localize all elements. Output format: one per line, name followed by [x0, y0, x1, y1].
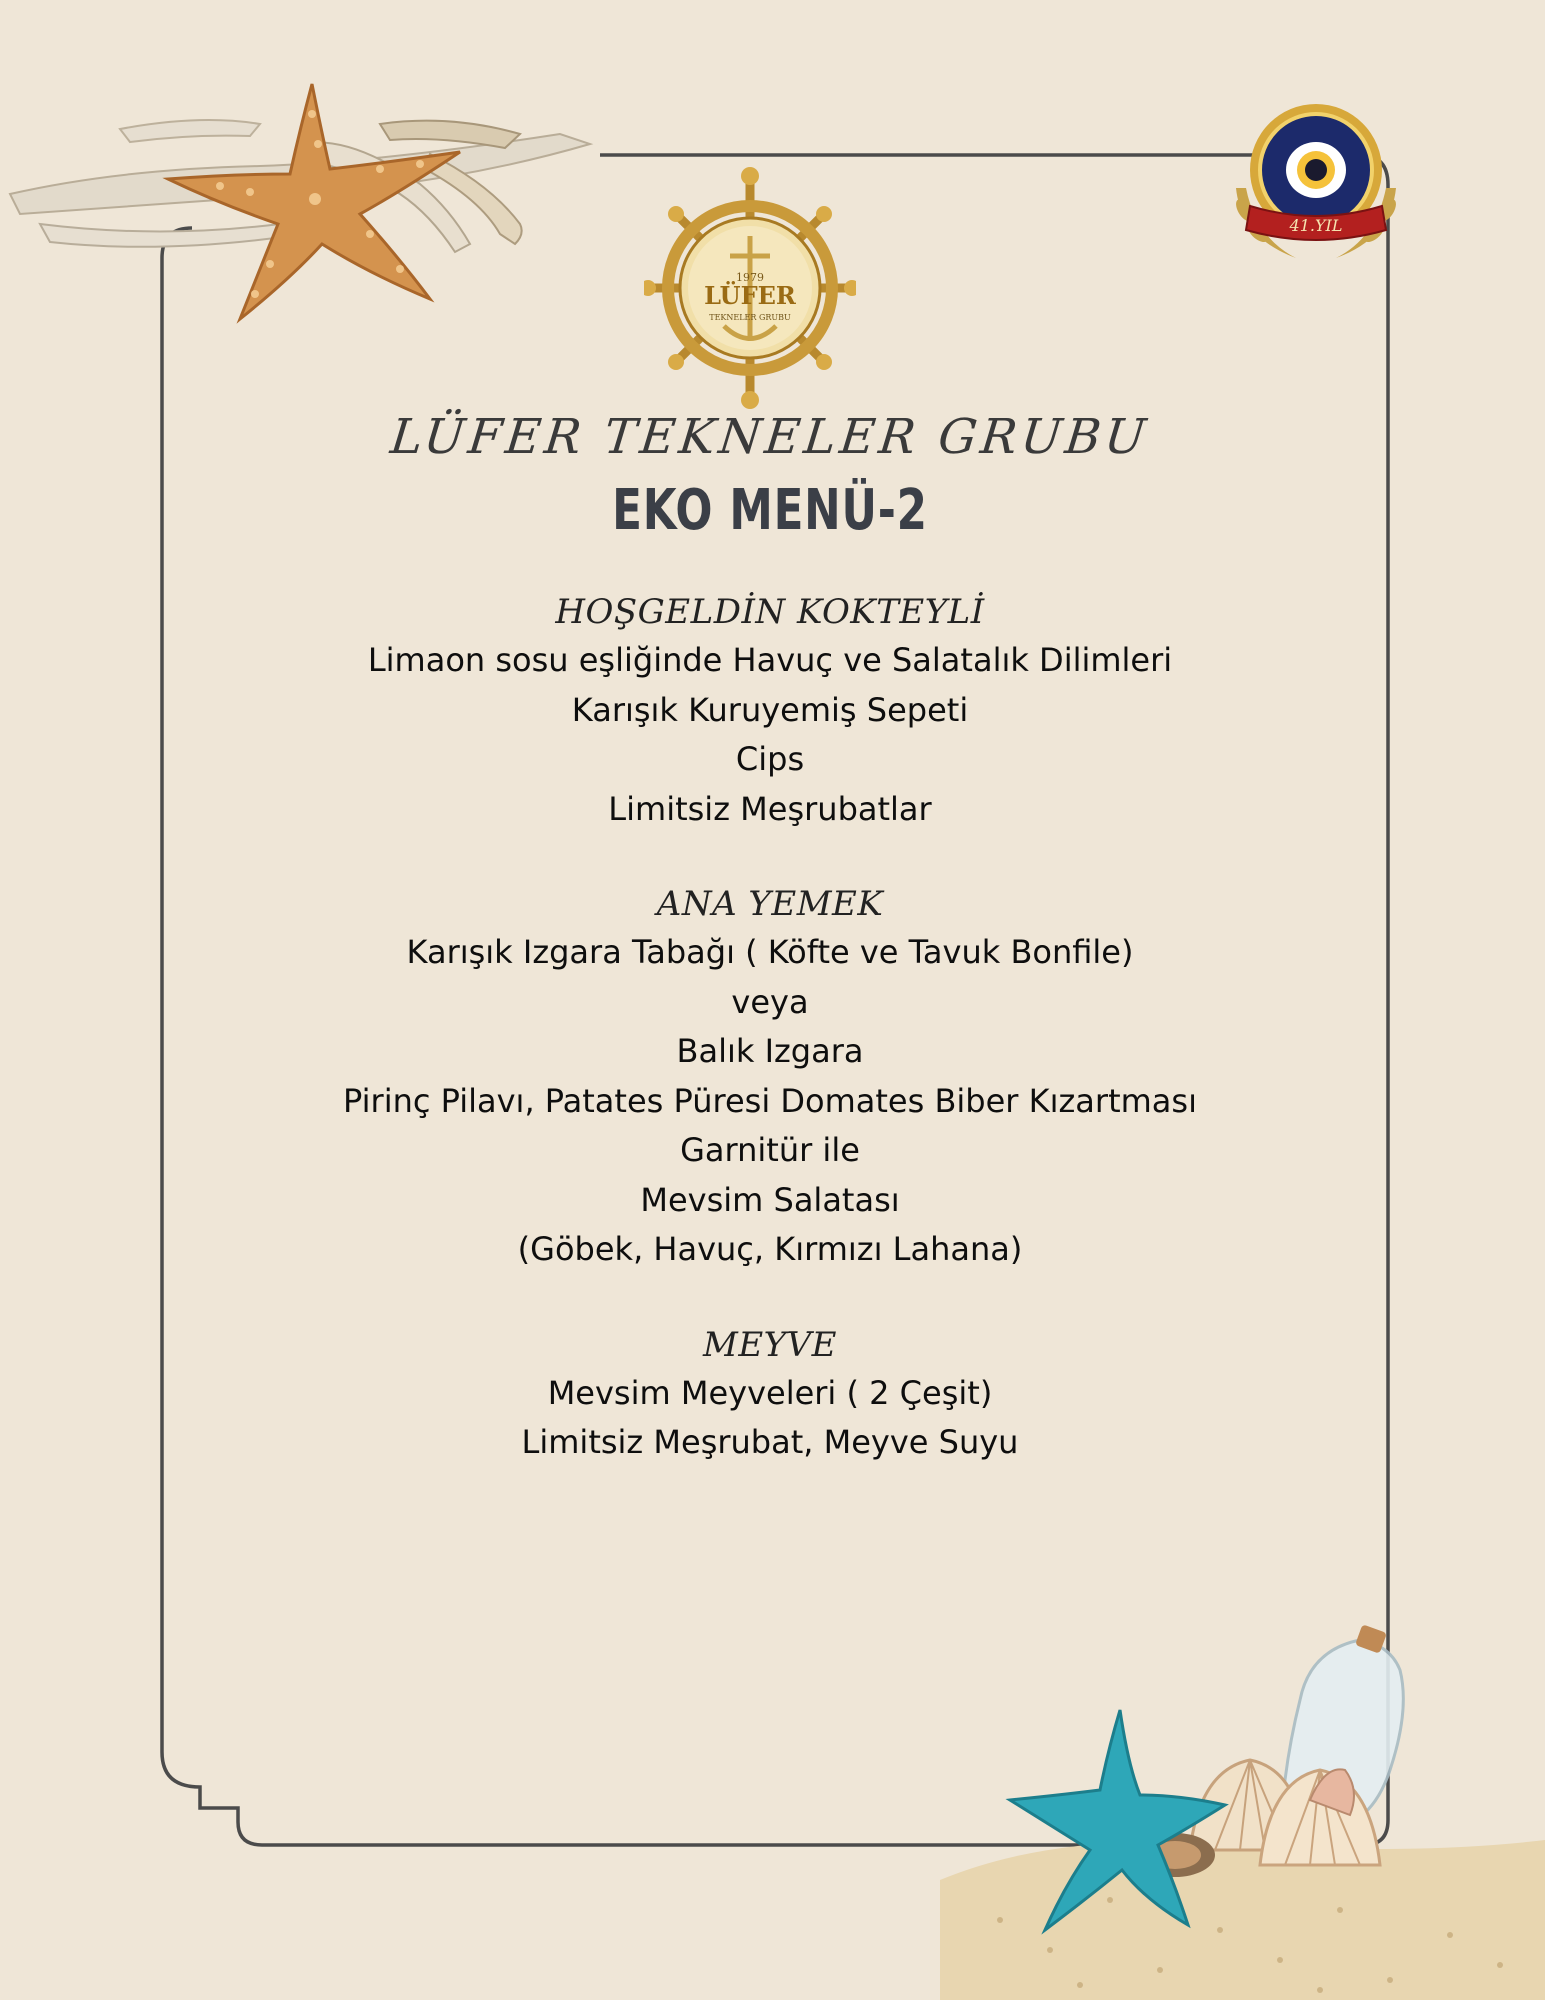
logo-subtitle: TEKNELER GRUBU: [709, 313, 791, 322]
starfish-driftwood-decoration: [0, 74, 620, 324]
menu-item: Mevsim Meyveleri ( 2 Çeşit): [547, 1373, 993, 1412]
menu-item: Garnitür ile: [680, 1131, 860, 1169]
section-fruit: [200, 1321, 1340, 1468]
menu-item: Limaon sosu eşliğinde Havuç ve Salatalık Dilimleri: [367, 641, 1173, 679]
menu-item: (Göbek, Havuç, Kırmızı Lahana): [517, 1230, 1023, 1268]
anniversary-badge: [1216, 98, 1416, 268]
menu-content: [200, 398, 1340, 1468]
menu-item: Karışık Izgara Tabağı ( Köfte ve Tavuk Bonfile): [406, 933, 1134, 971]
sand-icon: [940, 1840, 1545, 2000]
menu-item: Mevsim Salatası: [640, 1180, 900, 1219]
menu-item: Limitsiz Meşrubatlar: [608, 789, 932, 828]
menu-item: Pirinç Pilavı, Patates Püresi Domates Biber Kızartması: [343, 1081, 1197, 1120]
brand-title: LÜFER TEKNELER GRUBU: [387, 409, 1153, 465]
section-title: HOŞGELDİN KOKTEYLİ: [555, 592, 985, 632]
menu-item: Karışık Kuruyemiş Sepeti: [571, 690, 969, 729]
section-main-course: [200, 880, 1340, 1275]
beach-decoration: [940, 1600, 1545, 2000]
menu-item: veya: [731, 982, 809, 1021]
menu-item: Balık Izgara: [676, 1032, 864, 1070]
section-welcome-cocktail: [200, 588, 1340, 834]
section-title: MEYVE: [703, 1324, 837, 1365]
logo-year: 1979: [736, 271, 764, 284]
evil-eye-icon: [1286, 142, 1346, 198]
section-title: ANA YEMEK: [656, 884, 884, 924]
badge-label: 41.YIL: [1289, 216, 1343, 235]
menu-item: Cips: [735, 740, 805, 778]
logo-name: LÜFER: [704, 281, 796, 310]
lufer-logo: [644, 166, 856, 410]
menu-item: Limitsiz Meşrubat, Meyve Suyu: [521, 1423, 1019, 1461]
menu-title: EKO MENÜ-2: [612, 478, 928, 543]
